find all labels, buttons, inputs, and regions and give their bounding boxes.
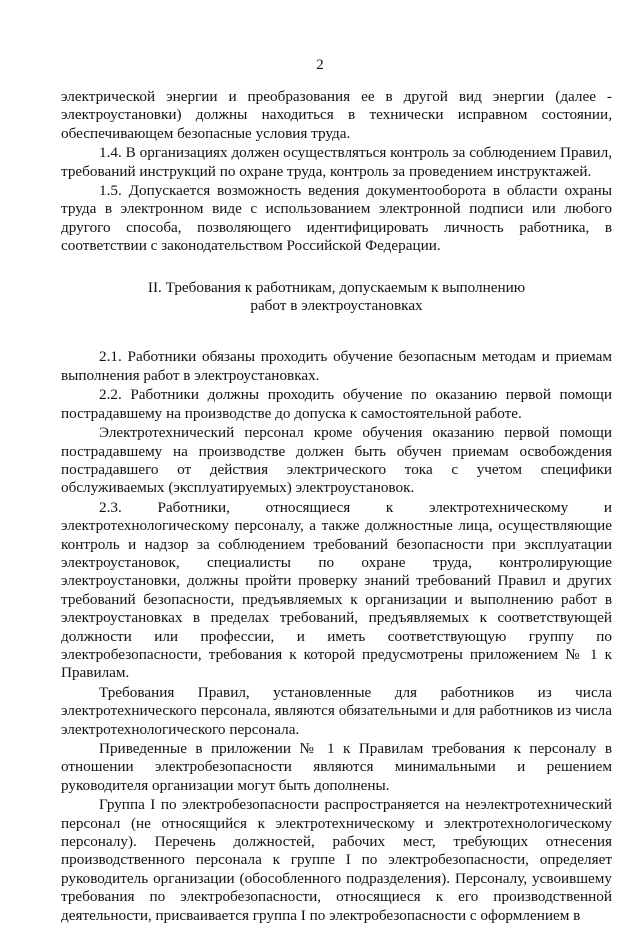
paragraph-group-1: Группа I по электробезопасности распространяется на неэлектротехнический персонал (не относящийся к электротехническому и электротехнологическому персоналу). Перечень должностей, рабочих мест, требующих отнесения производственного персонала к группе I по электробезопасности, определяет руководитель организации (обособленного подразделения). Персоналу, усвоившему требования по электробезопасности, относящиеся к его производственной деятельности, присваивается группа I по электробезопасности с оформлением в bbox=[61, 796, 612, 924]
paragraph-appendix: Приведенные в приложении № 1 к Правилам требования к персоналу в отношении электробезопасности являются минимальными и решением руководителя организации могут быть дополнены. bbox=[61, 740, 612, 794]
document-body bbox=[61, 88, 612, 925]
paragraph-1-4: 1.4. В организациях должен осуществляться контроль за соблюдением Правил, требований инструкций по охране труда, контроль за проведением инструктажей. bbox=[61, 144, 612, 180]
paragraph-continuation: электрической энергии и преобразования ее в другой вид энергии (далее - электроустановки) должны находиться в технически исправном состоянии, обеспечивающем безопасные условия труда. bbox=[61, 88, 612, 142]
paragraph-rules-requirements: Требования Правил, установленные для работников из числа электротехнического персонала, являются обязательными и для работников из числа электротехнологического персонала. bbox=[61, 683, 612, 738]
page-number: 2 bbox=[316, 57, 324, 73]
section-title-line-2: работ в электроустановках bbox=[250, 297, 423, 315]
paragraph-2-2: 2.2. Работники должны проходить обучение по оказанию первой помощи пострадавшему на производстве до допуска к самостоятельной работе. bbox=[61, 386, 612, 422]
paragraph-1-5: 1.5. Допускается возможность ведения документооборота в области охраны труда в электронном виде с использованием электронной подписи или любого другого способа, позволяющего идентифицировать личность работника, в соответствии с законодательством Российской Федерации. bbox=[61, 182, 612, 255]
paragraph-2-3: 2.3. Работники, относящиеся к электротехническому и электротехнологическому персоналу, а также должностные лица, осуществляющие контроль и надзор за соблюдением требований безопасности при эксплуатации электроустановок, специалисты по охране труда, контролирующие электроустановки, должны пройти проверку знаний требований Правил и других требований безопасности, предъявляемых к организации и выполнению работ в электроустановках в пределах требований, предъявляемых к соответствующей должности или профессии, и иметь соответствующую группу по электробезопасности, требования к которой предусмотрены приложением № 1 к Правилам. bbox=[61, 498, 612, 682]
paragraph-first-aid: Электротехнический персонал кроме обучения оказанию первой помощи пострадавшему на производстве должен быть обучен приемам освобождения пострадавшего от действия электрического тока с учетом специфики обслуживаемых (эксплуатируемых) электроустановок. bbox=[61, 424, 612, 497]
section-title-line-1: II. Требования к работникам, допускаемым к выполнению bbox=[147, 278, 526, 296]
paragraph-2-1: 2.1. Работники обязаны проходить обучение безопасным методам и приемам выполнения работ в электроустановках. bbox=[61, 348, 612, 384]
section-title bbox=[61, 279, 612, 316]
